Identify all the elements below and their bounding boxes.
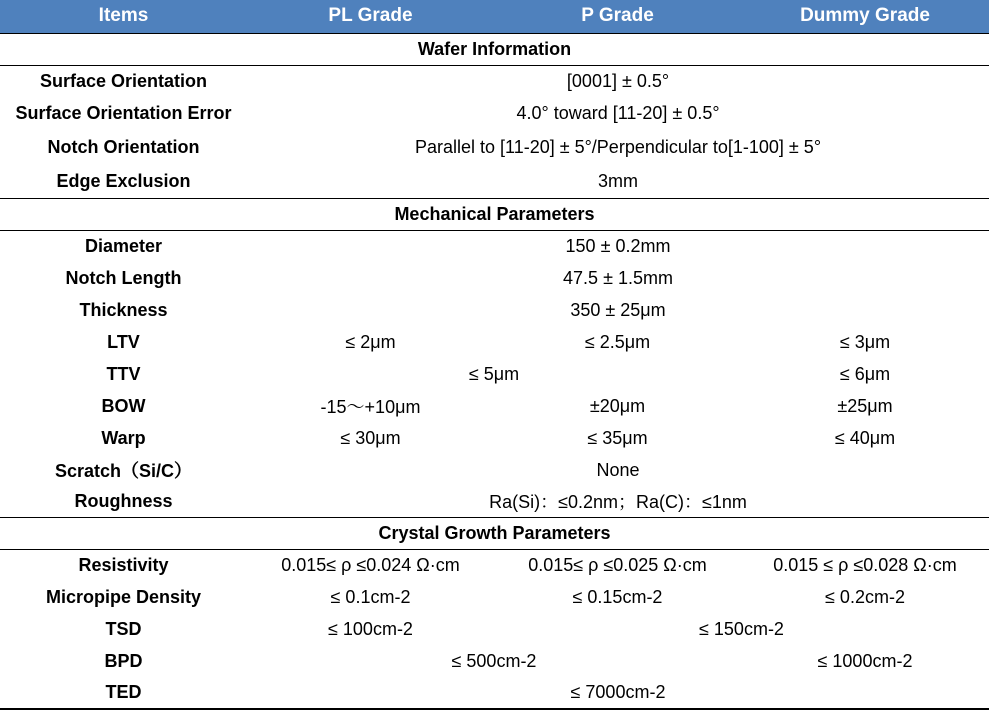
table-row: [0, 613, 989, 645]
table-row: [0, 677, 989, 709]
cell-p-grade: ≤ 35μm: [587, 427, 648, 448]
row-label: Diameter: [84, 235, 163, 256]
table-row: [0, 294, 989, 326]
cell-pl-p-grade: ≤ 5μm: [468, 363, 520, 384]
row-label: Scratch（Si/C）: [54, 461, 193, 481]
table-row: [0, 549, 989, 581]
table-row: [0, 422, 989, 454]
cell-pl-grade: -15～+10μm: [320, 397, 421, 417]
cell-p-grade: ≤ 0.15cm-2: [572, 586, 663, 607]
cell-pl-grade: ≤ 30μm: [340, 427, 401, 448]
section-title-crystal: Crystal Growth Parameters: [0, 517, 989, 549]
table-header-row: [0, 0, 989, 33]
cell-pl-grade: ≤ 0.1cm-2: [330, 586, 411, 607]
row-value: 3mm: [598, 170, 638, 191]
table-row: [0, 65, 989, 97]
section-row-wafer: [0, 33, 989, 65]
row-label: Warp: [101, 427, 146, 448]
table-row: [0, 262, 989, 294]
row-value: 150 ± 0.2mm: [565, 235, 671, 256]
section-row-mechanical: [0, 198, 989, 230]
table-row: [0, 454, 989, 486]
cell-dummy-grade: ±25μm: [837, 395, 893, 416]
table-row: [0, 97, 989, 129]
header-dummy-grade: Dummy Grade: [741, 0, 989, 33]
row-label: Edge Exclusion: [56, 170, 191, 191]
section-row-crystal: [0, 517, 989, 549]
row-label: LTV: [107, 331, 140, 352]
row-label: Notch Length: [65, 267, 182, 288]
row-value: [0001] ± 0.5°: [566, 70, 670, 91]
row-value: None: [596, 459, 640, 480]
cell-pl-p-grade: ≤ 500cm-2: [451, 650, 537, 671]
cell-pl-grade: 0.015≤ ρ ≤0.024 Ω·cm: [281, 554, 460, 575]
cell-dummy-grade: 0.015 ≤ ρ ≤0.028 Ω·cm: [773, 554, 957, 575]
row-label: TED: [0, 677, 247, 709]
row-label: Surface Orientation Error: [15, 102, 232, 123]
row-label: TSD: [105, 618, 142, 639]
row-value: Ra(Si)：≤0.2nm；Ra(C)：≤1nm: [489, 492, 747, 513]
row-label: Micropipe Density: [45, 586, 202, 607]
row-label: Thickness: [79, 299, 168, 320]
row-value: 47.5 ± 1.5mm: [563, 267, 673, 288]
row-value: 4.0° toward [11-20] ± 0.5°: [516, 102, 720, 123]
row-label: Surface Orientation: [39, 70, 208, 91]
row-label: Notch Orientation: [47, 136, 200, 157]
row-label: BOW: [101, 395, 146, 416]
table-row: [0, 645, 989, 677]
row-label: TTV: [106, 363, 141, 384]
row-label: BPD: [104, 650, 143, 671]
cell-p-grade: ±20μm: [589, 395, 646, 416]
header-items: Items: [0, 0, 247, 33]
table-row: [0, 358, 989, 390]
cell-dummy-grade: ≤ 40μm: [834, 427, 896, 448]
cell-dummy-grade: ≤ 3μm: [839, 331, 891, 352]
table-row: [0, 326, 989, 358]
row-value: Parallel to [11-20] ± 5°/Perpendicular to[1-100] ± 5°: [414, 136, 822, 157]
table-row: [0, 230, 989, 262]
cell-p-grade: ≤ 2.5μm: [584, 331, 651, 352]
table-row: [0, 581, 989, 613]
row-value: ≤ 7000cm-2: [247, 677, 989, 709]
cell-p-grade: 0.015≤ ρ ≤0.025 Ω·cm: [528, 554, 707, 575]
cell-p-dummy-grade: ≤ 150cm-2: [699, 618, 784, 639]
cell-pl-grade: ≤ 2μm: [345, 331, 396, 352]
header-pl-grade: PL Grade: [247, 0, 494, 33]
cell-dummy-grade: ≤ 0.2cm-2: [825, 586, 905, 607]
table-row: [0, 129, 989, 165]
table-row: [0, 165, 989, 198]
cell-dummy-grade: ≤ 6μm: [839, 363, 891, 384]
header-p-grade: P Grade: [494, 0, 741, 33]
row-value: 350 ± 25μm: [570, 299, 666, 320]
table-row: [0, 390, 989, 422]
cell-dummy-grade: ≤ 1000cm-2: [817, 650, 913, 671]
section-title-wafer: Wafer Information: [0, 33, 989, 65]
cell-pl-grade: ≤ 100cm-2: [328, 618, 413, 639]
section-title-mechanical: Mechanical Parameters: [0, 198, 989, 230]
table-row: [0, 486, 989, 517]
row-label: Roughness: [74, 490, 173, 511]
row-label: Resistivity: [78, 554, 169, 575]
